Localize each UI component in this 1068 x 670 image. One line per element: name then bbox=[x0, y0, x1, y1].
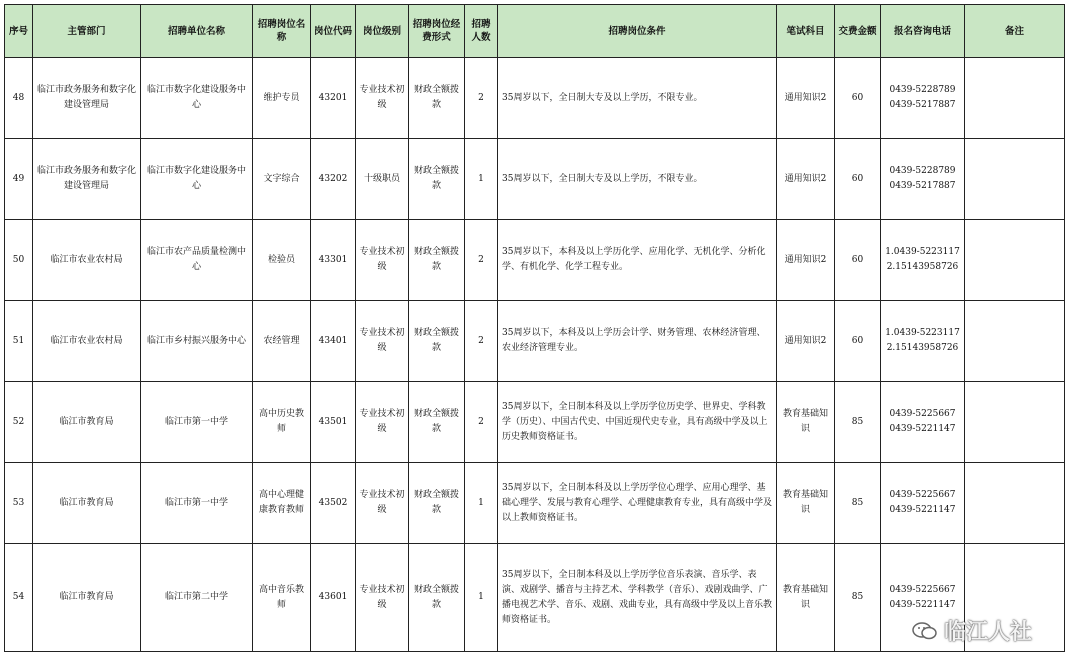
cell-level: 专业技术初级 bbox=[356, 463, 409, 544]
cell-phone bbox=[881, 463, 965, 544]
cell-code: 43301 bbox=[311, 220, 356, 301]
cell-dept: 临江市农业农村局 bbox=[33, 220, 141, 301]
cell-phone bbox=[881, 220, 965, 301]
table-row bbox=[5, 382, 1065, 463]
header-fee: 交费金额 bbox=[835, 5, 881, 58]
cell-exam: 教育基础知识 bbox=[777, 544, 835, 652]
cell-conditions: 35周岁以下，全日制大专及以上学历，不限专业。 bbox=[498, 58, 777, 139]
phone-line-1: 0439-5225667 bbox=[889, 490, 956, 500]
table-row bbox=[5, 301, 1065, 382]
header-post: 招聘岗位名称 bbox=[253, 5, 311, 58]
phone-line-1: 0439-5228789 bbox=[889, 166, 956, 176]
watermark-text: 临江人社 bbox=[943, 620, 1032, 645]
cell-funding: 财政全额拨款 bbox=[409, 220, 465, 301]
cell-dept: 临江市教育局 bbox=[33, 544, 141, 652]
phone-line-2: 0439-5217887 bbox=[889, 181, 956, 191]
cell-funding: 财政全额拨款 bbox=[409, 463, 465, 544]
cell-post: 文字综合 bbox=[253, 139, 311, 220]
cell-funding: 财政全额拨款 bbox=[409, 382, 465, 463]
cell-funding: 财政全额拨款 bbox=[409, 301, 465, 382]
cell-code: 43401 bbox=[311, 301, 356, 382]
cell-exam: 教育基础知识 bbox=[777, 382, 835, 463]
table-row bbox=[5, 544, 1065, 652]
cell-count: 2 bbox=[465, 382, 498, 463]
phone-line-1: 0439-5228789 bbox=[889, 85, 956, 95]
cell-level: 专业技术初级 bbox=[356, 301, 409, 382]
cell-seq: 54 bbox=[5, 544, 33, 652]
header-level: 岗位级别 bbox=[356, 5, 409, 58]
cell-funding: 财政全额拨款 bbox=[409, 544, 465, 652]
cell-fee: 60 bbox=[835, 58, 881, 139]
cell-post: 高中历史教师 bbox=[253, 382, 311, 463]
cell-phone bbox=[881, 301, 965, 382]
cell-level: 专业技术初级 bbox=[356, 58, 409, 139]
cell-conditions: 35周岁以下，全日制本科及以上学历学位历史学、世界史、学科教学（历史）、中国古代史、中国近现代史专业，具有高级中学及以上历史教师资格证书。 bbox=[498, 382, 777, 463]
cell-exam: 教育基础知识 bbox=[777, 463, 835, 544]
cell-phone bbox=[881, 58, 965, 139]
cell-unit: 临江市数字化建设服务中心 bbox=[141, 139, 253, 220]
phone-line-1: 1.0439-5223117 bbox=[885, 328, 960, 338]
cell-remark bbox=[965, 58, 1065, 139]
watermark bbox=[912, 615, 1032, 646]
cell-conditions: 35周岁以下，全日制本科及以上学历学位音乐表演、音乐学、表演、戏剧学、播音与主持艺术、学科教学（音乐）、戏剧戏曲学、广播电视艺术学、音乐、戏剧、戏曲专业，具有高级中学及以上音乐教师资格证书。 bbox=[498, 544, 777, 652]
wechat-icon bbox=[912, 621, 938, 641]
cell-seq: 50 bbox=[5, 220, 33, 301]
header-remark: 备注 bbox=[965, 5, 1065, 58]
recruitment-table bbox=[4, 4, 1065, 652]
phone-line-1: 0439-5225667 bbox=[889, 584, 956, 595]
phone-line-2: 0439-5221147 bbox=[889, 599, 956, 610]
cell-post: 农经管理 bbox=[253, 301, 311, 382]
cell-count: 1 bbox=[465, 544, 498, 652]
cell-remark bbox=[965, 220, 1065, 301]
header-count: 招聘人数 bbox=[465, 5, 498, 58]
cell-dept: 临江市农业农村局 bbox=[33, 301, 141, 382]
cell-unit: 临江市第一中学 bbox=[141, 463, 253, 544]
table-header-row bbox=[5, 5, 1065, 58]
cell-exam: 通用知识2 bbox=[777, 139, 835, 220]
cell-count: 2 bbox=[465, 220, 498, 301]
cell-count: 1 bbox=[465, 463, 498, 544]
phone-line-1: 1.0439-5223117 bbox=[885, 247, 960, 257]
table-row bbox=[5, 139, 1065, 220]
cell-remark bbox=[965, 382, 1065, 463]
cell-conditions: 35周岁以下，全日制大专及以上学历，不限专业。 bbox=[498, 139, 777, 220]
cell-remark bbox=[965, 463, 1065, 544]
header-phone: 报名咨询电话 bbox=[881, 5, 965, 58]
cell-dept: 临江市政务服务和数字化建设管理局 bbox=[33, 58, 141, 139]
table-row bbox=[5, 58, 1065, 139]
cell-post: 维护专员 bbox=[253, 58, 311, 139]
header-dept: 主管部门 bbox=[33, 5, 141, 58]
cell-fee: 60 bbox=[835, 220, 881, 301]
cell-phone bbox=[881, 382, 965, 463]
cell-code: 43201 bbox=[311, 58, 356, 139]
cell-dept: 临江市教育局 bbox=[33, 463, 141, 544]
phone-line-2: 2.15143958726 bbox=[886, 262, 959, 272]
table-row bbox=[5, 220, 1065, 301]
cell-dept: 临江市教育局 bbox=[33, 382, 141, 463]
cell-remark bbox=[965, 139, 1065, 220]
cell-seq: 52 bbox=[5, 382, 33, 463]
cell-unit: 临江市数字化建设服务中心 bbox=[141, 58, 253, 139]
cell-exam: 通用知识2 bbox=[777, 220, 835, 301]
cell-level: 专业技术初级 bbox=[356, 382, 409, 463]
cell-seq: 48 bbox=[5, 58, 33, 139]
cell-level: 专业技术初级 bbox=[356, 220, 409, 301]
header-unit: 招聘单位名称 bbox=[141, 5, 253, 58]
header-funding: 招聘岗位经费形式 bbox=[409, 5, 465, 58]
cell-unit: 临江市第一中学 bbox=[141, 382, 253, 463]
cell-funding: 财政全额拨款 bbox=[409, 139, 465, 220]
cell-dept: 临江市政务服务和数字化建设管理局 bbox=[33, 139, 141, 220]
cell-post: 检验员 bbox=[253, 220, 311, 301]
cell-funding: 财政全额拨款 bbox=[409, 58, 465, 139]
cell-fee: 60 bbox=[835, 301, 881, 382]
cell-fee: 60 bbox=[835, 139, 881, 220]
cell-remark bbox=[965, 301, 1065, 382]
cell-fee: 85 bbox=[835, 544, 881, 652]
phone-line-2: 0439-5217887 bbox=[889, 100, 956, 110]
cell-code: 43501 bbox=[311, 382, 356, 463]
cell-post: 高中心理健康教育教师 bbox=[253, 463, 311, 544]
cell-level: 专业技术初级 bbox=[356, 544, 409, 652]
cell-count: 2 bbox=[465, 58, 498, 139]
cell-post: 高中音乐教师 bbox=[253, 544, 311, 652]
phone-line-2: 0439-5221147 bbox=[889, 505, 956, 515]
cell-code: 43202 bbox=[311, 139, 356, 220]
cell-unit: 临江市第二中学 bbox=[141, 544, 253, 652]
cell-fee: 85 bbox=[835, 382, 881, 463]
header-code: 岗位代码 bbox=[311, 5, 356, 58]
cell-conditions: 35周岁以下，本科及以上学历会计学、财务管理、农林经济管理、农业经济管理专业。 bbox=[498, 301, 777, 382]
header-seq: 序号 bbox=[5, 5, 33, 58]
cell-level: 十级职员 bbox=[356, 139, 409, 220]
phone-line-2: 0439-5221147 bbox=[889, 424, 956, 434]
cell-unit: 临江市乡村振兴服务中心 bbox=[141, 301, 253, 382]
cell-phone bbox=[881, 139, 965, 220]
phone-line-1: 0439-5225667 bbox=[889, 409, 956, 419]
cell-count: 1 bbox=[465, 139, 498, 220]
header-conditions: 招聘岗位条件 bbox=[498, 5, 777, 58]
cell-exam: 通用知识2 bbox=[777, 58, 835, 139]
cell-exam: 通用知识2 bbox=[777, 301, 835, 382]
cell-conditions: 35周岁以下，本科及以上学历化学、应用化学、无机化学、分析化学、有机化学、化学工程专业。 bbox=[498, 220, 777, 301]
cell-code: 43502 bbox=[311, 463, 356, 544]
header-exam: 笔试科目 bbox=[777, 5, 835, 58]
table-row bbox=[5, 463, 1065, 544]
cell-seq: 51 bbox=[5, 301, 33, 382]
cell-count: 2 bbox=[465, 301, 498, 382]
cell-code: 43601 bbox=[311, 544, 356, 652]
cell-conditions: 35周岁以下，全日制本科及以上学历学位心理学、应用心理学、基础心理学、发展与教育心理学、心理健康教育专业，具有高级中学及以上教师资格证书。 bbox=[498, 463, 777, 544]
phone-line-2: 2.15143958726 bbox=[886, 343, 959, 353]
cell-unit: 临江市农产品质量检测中心 bbox=[141, 220, 253, 301]
cell-fee: 85 bbox=[835, 463, 881, 544]
cell-seq: 53 bbox=[5, 463, 33, 544]
cell-seq: 49 bbox=[5, 139, 33, 220]
